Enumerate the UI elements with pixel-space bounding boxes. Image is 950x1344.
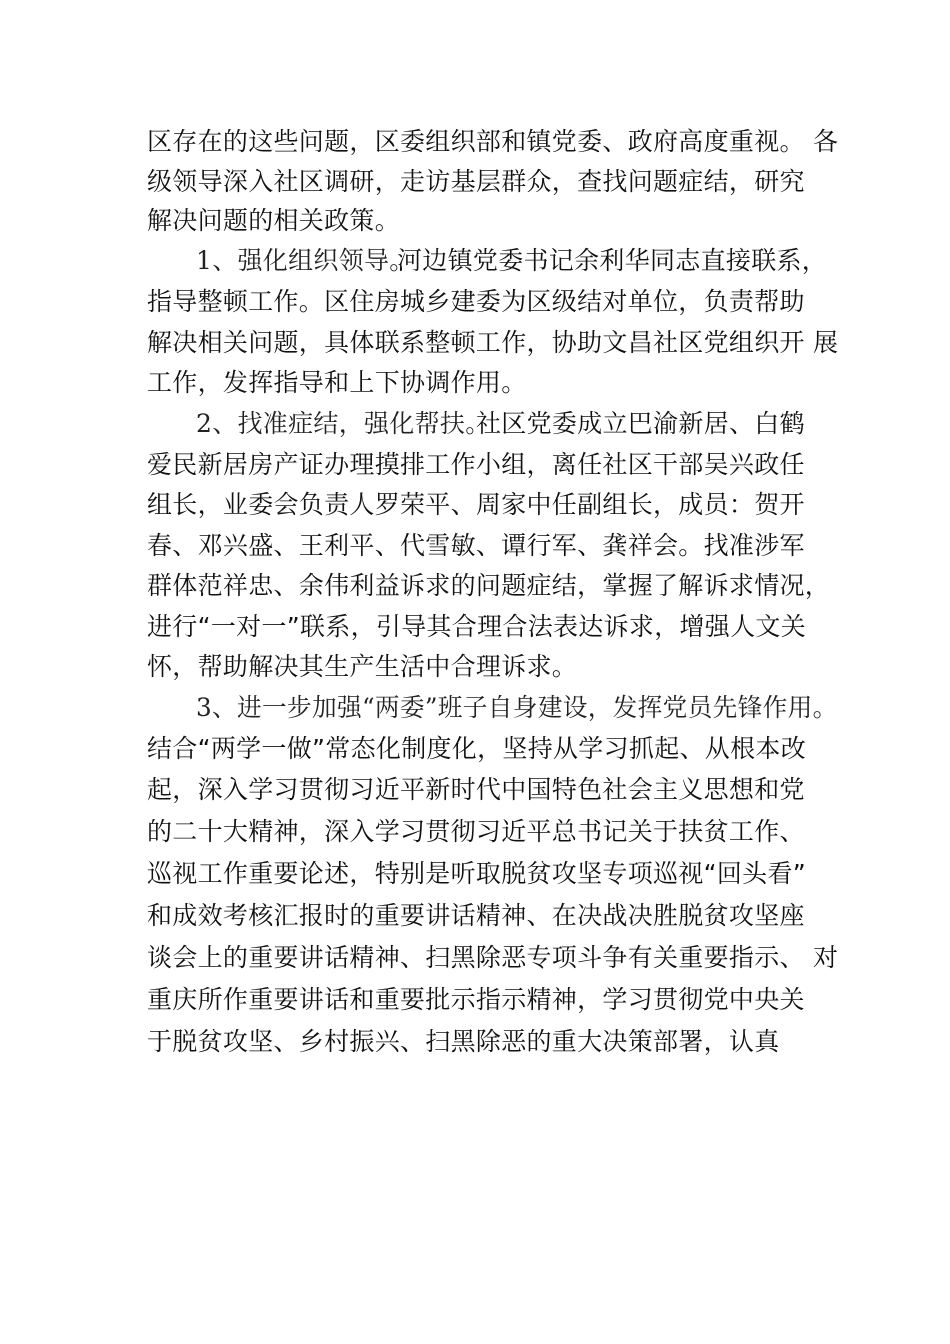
body-text-line: 重庆所作重要讲话和重要批示指示精神，学习贯彻党中央关: [147, 985, 805, 1014]
body-text-line: 社区党委成立巴渝新居、白鹤: [476, 409, 805, 438]
body-text-line: 巡视工作重要论述，特别是听取脱贫攻坚专项巡视“回头看”: [147, 859, 807, 888]
section-heading-3: 3、进一步加强“两委”班子自身建设，发挥党员先锋作用。: [196, 693, 838, 722]
body-text-line: 级领导深入社区调研，走访基层群众，查找问题症结，研究: [147, 167, 805, 196]
body-text-line: 和成效考核汇报时的重要讲话精神、在决战决胜脱贫攻坚座: [147, 901, 805, 930]
section-heading-2: 2、找准症结，强化帮扶。: [196, 409, 491, 438]
body-text-line: 于脱贫攻坚、乡村振兴、扫黑除恶的重大决策部署，认真: [147, 1027, 780, 1056]
body-text-line: 群体范祥忠、余伟利益诉求的问题症结，掌握了解诉求情况，: [147, 571, 831, 600]
body-text-line: 爱民新居房产证办理摸排工作小组，离任社区干部吴兴政任: [147, 450, 805, 479]
body-text-line: 的二十大精神，深入学习贯彻习近平总书记关于扶贫工作、: [147, 817, 805, 846]
body-text-line: 春、邓兴盛、王利平、代雪敏、谭行军、龚祥会。找准涉军: [147, 531, 805, 560]
body-text-line: 谈会上的重要讲话精神、扫黑除恶专项斗争有关重要指示、 对: [147, 943, 839, 972]
body-text-line: 工作，发挥指导和上下协调作用。: [147, 368, 527, 397]
body-text-line: 进行“一对一”联系，引导其合理合法表达诉求，增强人文关: [147, 612, 807, 641]
body-text-line: 河边镇党委书记余利华同志直接联系，: [397, 246, 828, 275]
body-text-line: 起，深入学习贯彻习近平新时代中国特色社会主义思想和党: [147, 775, 805, 804]
body-text-line: 怀，帮助解决其生产生活中合理诉求。: [147, 652, 578, 681]
body-text-line: 结合“两学一做”常态化制度化，坚持从学习抓起、从根本改: [147, 734, 807, 763]
body-text-line: 组长，业委会负责人罗荣平、周家中任副组长，成员：贺开: [147, 490, 805, 519]
body-text-line: 解决相关问题，具体联系整顿工作，协助文昌社区党组织开 展: [147, 328, 839, 357]
section-heading-1: 1、强化组织领导。: [196, 246, 415, 275]
body-text-line: 解决问题的相关政策。: [147, 206, 401, 235]
body-text-line: 指导整顿工作。区住房城乡建委为区级结对单位，负责帮助: [147, 287, 805, 316]
body-text-line: 区存在的这些问题，区委组织部和镇党委、政府高度重视。 各: [147, 127, 839, 156]
